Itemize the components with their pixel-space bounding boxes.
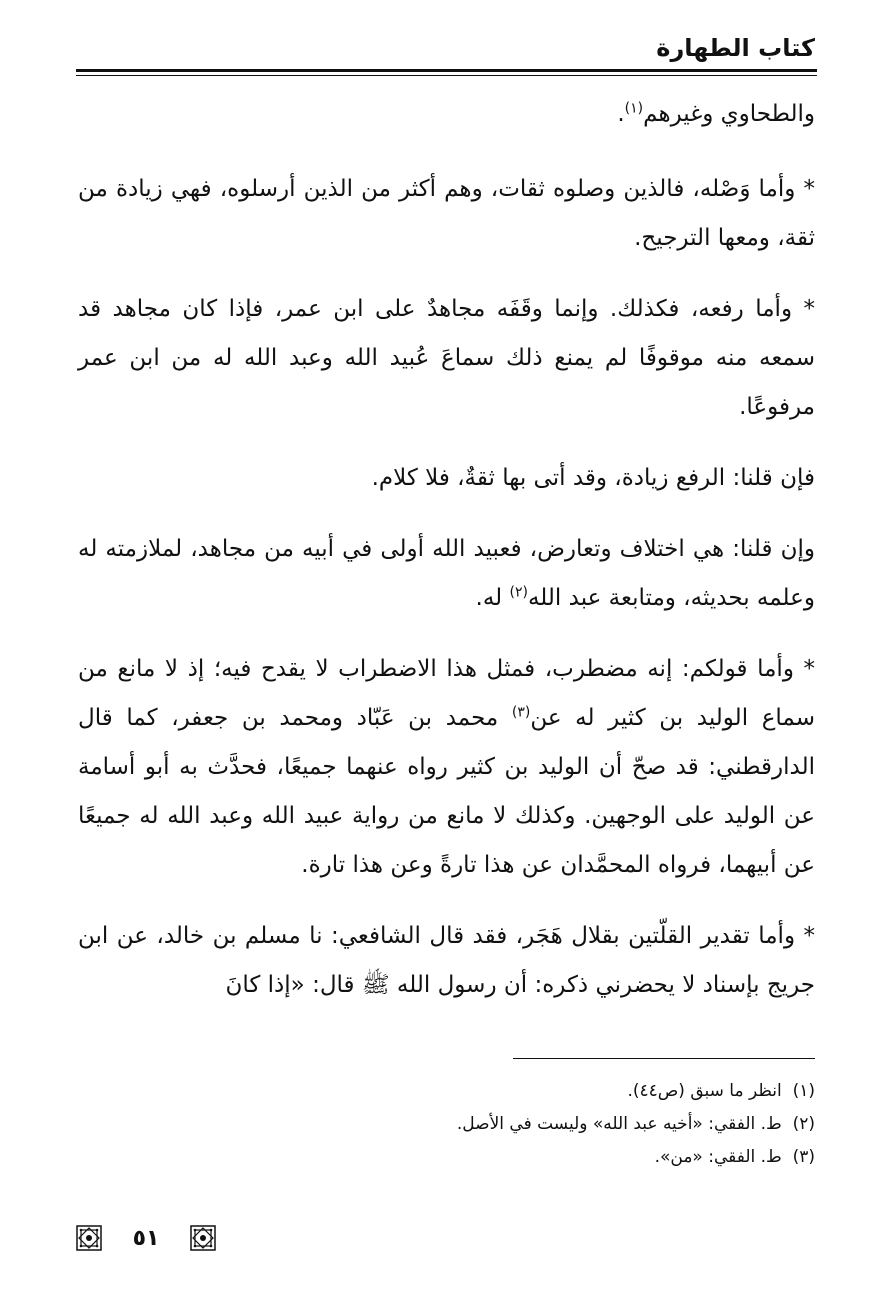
paragraph-text: فإن قلنا: الرفع زيادة، وقد أتى بها ثقةٌ، فلا كلام. [371, 465, 815, 491]
running-header-title: كتاب الطهارة [656, 34, 815, 62]
paragraph-text: والطحاوي وغيرهم [643, 101, 815, 127]
footnote-ref: (٢) [509, 584, 528, 601]
paragraph [78, 525, 815, 623]
header-rule [76, 69, 817, 72]
paragraph-tail: محمد بن عَبّاد ومحمد بن جعفر، كما قال الدارقطني: قد صحّ أن الوليد بن كثير رواه عنهما جميعًا، فحدَّث به أبو أسامة عن الوليد على الوجهين. وكذلك لا مانع من رواية عبيد الله وعبد الله له جميعًا عن أبيهما، فرواه المحمَّدان عن هذا تارةً وعن هذا تارة. [78, 705, 815, 878]
paragraph-text: * وأما وَصْله، فالذين وصلوه ثقات، وهم أكثر من الذين أرسلوه، فهي زيادة من ثقة، ومعها الترجيح. [78, 176, 815, 251]
footnote-separator [513, 1058, 815, 1059]
footnote-ref: (١) [624, 100, 644, 117]
footnote-number: (١) [792, 1081, 815, 1101]
footnote-text: انظر ما سبق (ص٤٤). [627, 1081, 782, 1101]
footnotes [78, 1075, 815, 1174]
paragraph-text: * وأما رفعه، فكذلك. وإنما وقَفَه مجاهدٌ على ابن عمر، فإذا كان مجاهد قد سمعه منه موقوفًا لم يمنع ذلك سماعَ عُبيد الله وعبد الله له من ابن عمر مرفوعًا. [78, 296, 815, 420]
paragraph-tail: له. [475, 585, 510, 611]
paragraph-text: * وأما تقدير القلّتين بقلال هَجَر، فقد قال الشافعي: نا مسلم بن خالد، عن ابن جريج بإسناد لا يحضرني ذكره: أن رسول الله ﷺ قال: «إذا كانَ [78, 923, 815, 998]
ornament-square-icon [76, 1225, 102, 1251]
paragraph [78, 165, 815, 263]
paragraph [78, 285, 815, 432]
page-number: ٥١ [132, 1225, 160, 1251]
header-rule-thin [76, 75, 817, 76]
footnote [78, 1075, 815, 1108]
main-text [78, 90, 815, 1032]
footnote-number: (٢) [792, 1114, 815, 1134]
page-footer [76, 1218, 216, 1258]
paragraph-tail: . [617, 101, 625, 127]
footnote [78, 1141, 815, 1174]
paragraph-text: وإن قلنا: هي اختلاف وتعارض، فعبيد الله أولى في أبيه من مجاهد، لملازمته له وعلمه بحديثه، ومتابعة عبد الله [78, 536, 815, 611]
paragraph [78, 645, 815, 890]
footnote-ref: (٣) [511, 704, 531, 721]
paragraph-text: * وأما قولكم: إنه مضطرب، فمثل هذا الاضطراب لا يقدح فيه؛ إذ لا مانع من سماع الوليد بن كثير له عن [78, 656, 815, 731]
ornament-square-icon [190, 1225, 216, 1251]
footnote-text: ط. الفقي: «من». [654, 1147, 782, 1167]
footnote-number: (٣) [792, 1147, 815, 1167]
paragraph [78, 90, 815, 139]
footnote-text: ط. الفقي: «أخيه عبد الله» وليست في الأصل. [456, 1114, 782, 1134]
paragraph [78, 912, 815, 1010]
paragraph [78, 454, 815, 503]
footnote [78, 1108, 815, 1141]
